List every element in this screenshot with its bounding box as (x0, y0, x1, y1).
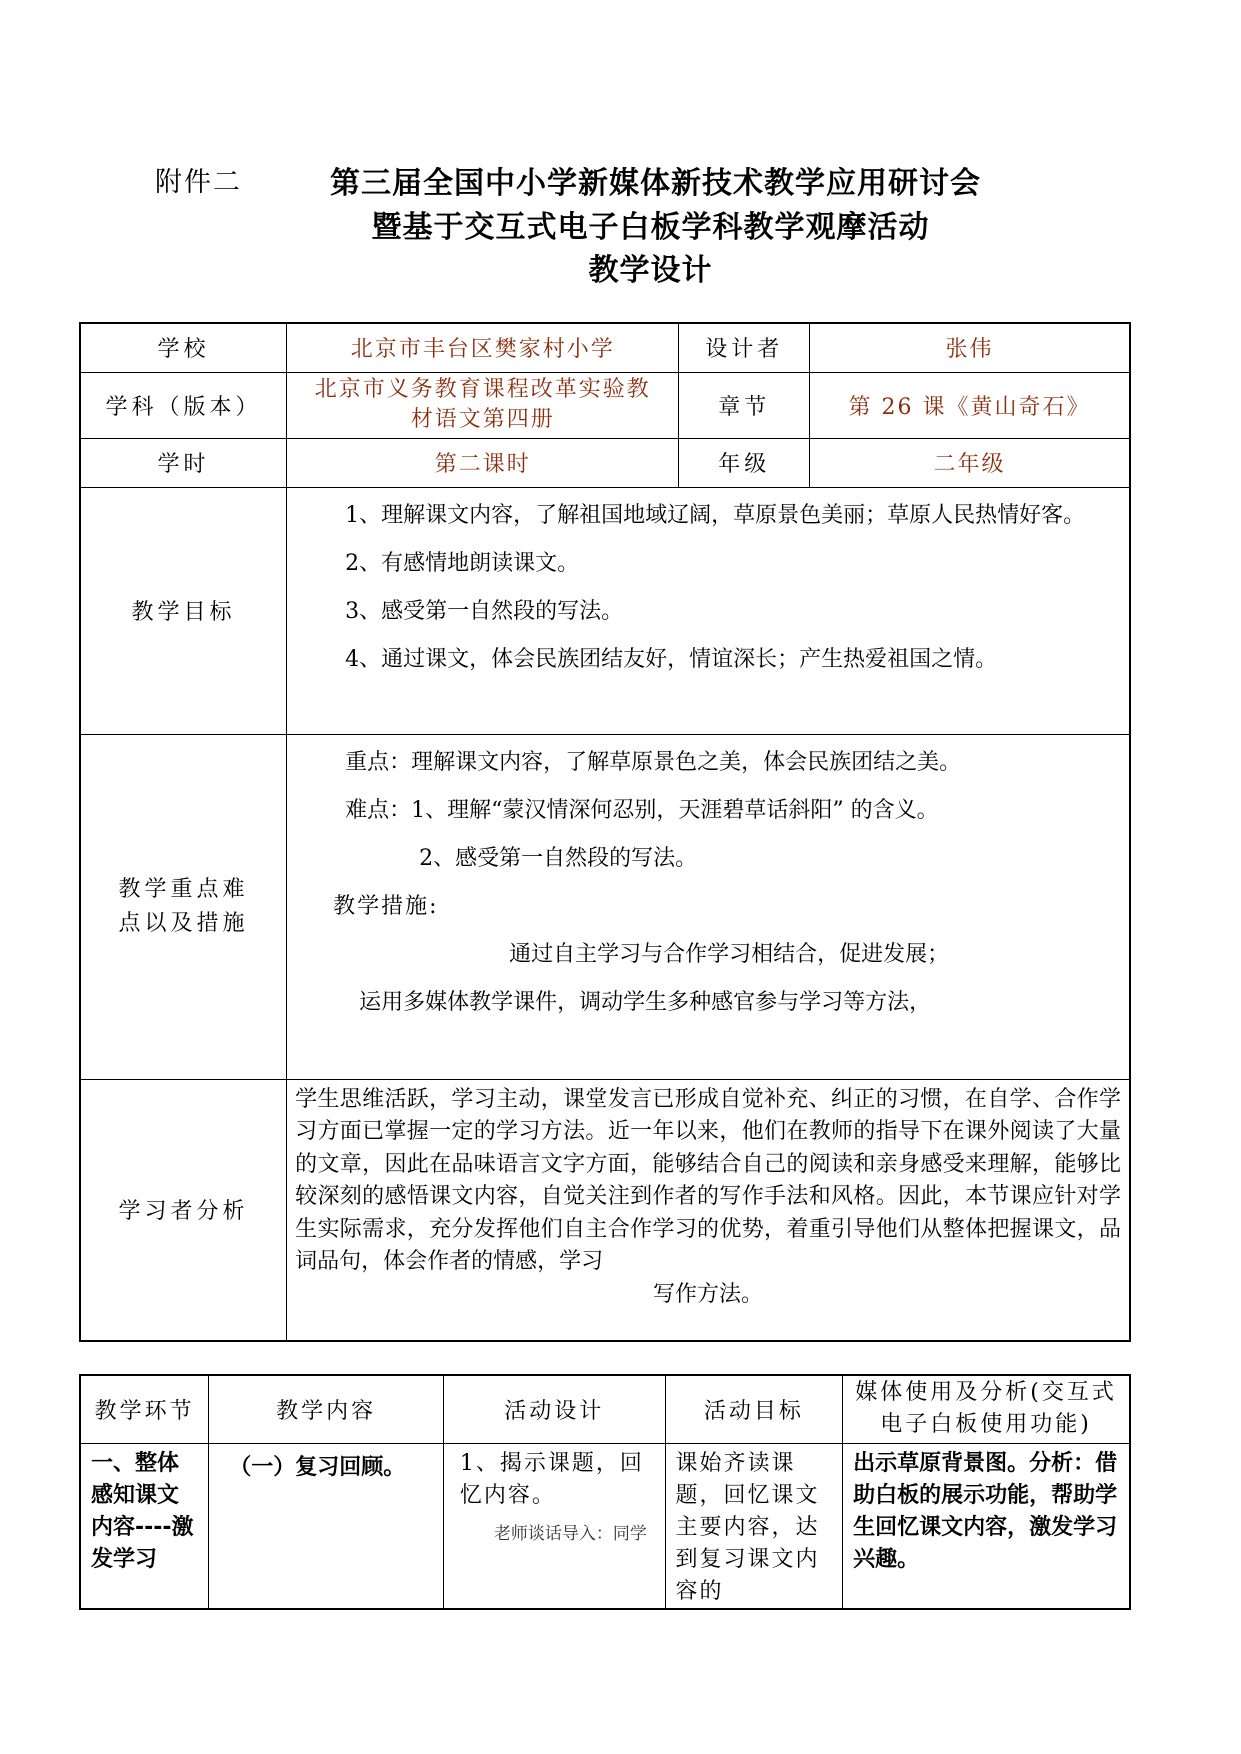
goal-item: 4、通过课文，体会民族团结友好，情谊深长；产生热爱祖国之情。 (345, 646, 998, 672)
keypoints-label: 教学重点难点以及措施 (80, 734, 287, 1079)
attachment-label: 附件二 (155, 167, 242, 198)
info-row-school (80, 323, 1130, 372)
info-row-period (80, 438, 1130, 487)
difficulty-2: 2、感受第一自然段的写法。 (419, 845, 698, 871)
measure-1: 通过自主学习与合作学习相结合，促进发展； (509, 941, 950, 967)
subject-value: 北京市义务教育课程改革实验教材语文第四册 (287, 372, 679, 438)
subject-label: 学科（版本） (80, 372, 287, 438)
info-row-keypoints (80, 734, 1130, 1079)
goal-item: 1、理解课文内容，了解祖国地域辽阔，草原景色美丽；草原人民热情好客。 (345, 502, 1086, 528)
goal-cell: 课始齐读课题，回忆课文主要内容，达到复习课文内容的 (665, 1443, 843, 1609)
header-content: 教学内容 (209, 1375, 444, 1443)
measure-2: 运用多媒体教学课件，调动学生多种感官参与学习等方法， (359, 989, 932, 1015)
doc-title-line1: 第三届全国中小学新媒体新技术教学应用研讨会 (330, 166, 981, 201)
doc-title-line2: 暨基于交互式电子白板学科教学观摩活动 (371, 210, 930, 245)
header-activity: 活动设计 (443, 1375, 665, 1443)
activity-note: 老师谈话导入：同学 (493, 1523, 647, 1544)
goal-item: 3、感受第一自然段的写法。 (345, 598, 624, 624)
info-table (79, 322, 1131, 1342)
info-row-goals (80, 487, 1130, 734)
header-media: 媒体使用及分析(交互式电子白板使用功能) (843, 1375, 1130, 1443)
learner-label: 学习者分析 (80, 1079, 287, 1341)
process-header-row (80, 1375, 1130, 1443)
designer-label: 设计者 (679, 323, 810, 372)
activity-text: 1、揭示课题，回忆内容。 (459, 1450, 644, 1508)
header-stage: 教学环节 (80, 1375, 209, 1443)
learner-text-last: 写作方法。 (653, 1281, 764, 1307)
info-row-subject (80, 372, 1130, 438)
header-goal: 活动目标 (665, 1375, 843, 1443)
learner-cell (287, 1079, 1130, 1341)
learner-text: 学生思维活跃，学习主动，课堂发言已形成自觉补充、纠正的习惯，在自学、合作学习方面已掌握一定的学习方法。近一年以来，他们在教师的指导下在课外阅读了大量的文章，因此在品味语言文字方面，能够结合自己的阅读和亲身感受来理解，能够比较深刻的感悟课文内容，自觉关注到作者的写作手法和风格。因此，本节课应针对学生实际需求，充分发挥他们自主合作学习的优势，着重引导他们从整体把握课文，品词品句，体会作者的情感，学习 (295, 1086, 1121, 1274)
doc-title-line3: 教学设计 (588, 253, 713, 288)
school-label: 学校 (80, 323, 287, 372)
goals-label: 教学目标 (80, 487, 287, 734)
process-table (79, 1374, 1131, 1610)
process-row (80, 1443, 1130, 1609)
info-row-learner (80, 1079, 1130, 1341)
grade-label: 年级 (679, 438, 810, 487)
activity-cell (443, 1443, 665, 1609)
content-cell: （一）复习回顾。 (209, 1443, 444, 1609)
grade-value: 二年级 (810, 438, 1130, 487)
chapter-label: 章节 (679, 372, 810, 438)
keypoints-cell (287, 734, 1130, 1079)
key-point: 重点：理解课文内容，了解草原景色之美，体会民族团结之美。 (345, 749, 962, 775)
difficulty-1: 难点：1、理解“蒙汉情深何忍别，天涯碧草话斜阳” 的含义。 (345, 797, 939, 823)
period-value: 第二课时 (287, 438, 679, 487)
goal-item: 2、有感情地朗读课文。 (345, 550, 580, 576)
period-label: 学时 (80, 438, 287, 487)
school-value: 北京市丰台区樊家村小学 (287, 323, 679, 372)
designer-value: 张伟 (810, 323, 1130, 372)
chapter-value: 第 26 课《黄山奇石》 (810, 372, 1130, 438)
goals-cell (287, 487, 1130, 734)
stage-cell: 一、整体感知课文内容----激发学习 (80, 1443, 209, 1609)
measures-label: 教学措施: (333, 893, 439, 919)
media-cell: 出示草原背景图。分析：借助白板的展示功能，帮助学生回忆课文内容，激发学习兴趣。 (843, 1443, 1130, 1609)
